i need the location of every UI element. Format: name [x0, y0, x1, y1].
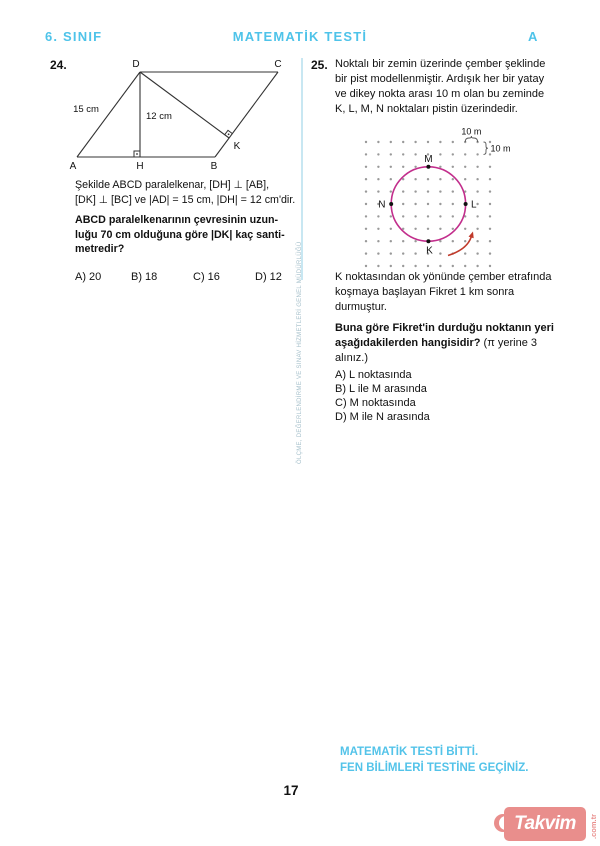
grid-dot: [489, 166, 491, 168]
prompt-line: ABCD paralelkenarının çevresinin uzun-: [75, 214, 279, 226]
grid-dot: [427, 215, 429, 217]
track-point: [426, 239, 430, 243]
grid-dot: [390, 141, 392, 143]
scale-label: 10 m: [490, 143, 511, 154]
grid-dot: [452, 166, 454, 168]
grid-dot: [365, 166, 367, 168]
grid-dot: [377, 215, 379, 217]
grid-dot: [377, 141, 379, 143]
track-point-label: K: [426, 245, 433, 257]
grid-dot: [476, 215, 478, 217]
grid-dot: [414, 153, 416, 155]
grid-dot: [476, 166, 478, 168]
vertex-label: D: [132, 59, 140, 70]
statement-line: Noktalı bir zemin üzerinde çember şeklinde: [335, 58, 546, 70]
prompt-line: aşağıdakilerden hangisidir? (π yerine 3: [335, 337, 537, 349]
option-c: C) 16: [193, 271, 220, 283]
option-d: D) 12: [255, 271, 282, 283]
grid-dot: [390, 228, 392, 230]
grid-dot: [439, 190, 441, 192]
measure-label: 12 cm: [146, 111, 172, 122]
grid-dot: [489, 215, 491, 217]
grid-dot: [489, 252, 491, 254]
question-24-prompt: [75, 213, 285, 257]
grid-dot: [476, 203, 478, 205]
grid-dot: [452, 178, 454, 180]
measure-label: 15 cm: [73, 104, 99, 115]
grid-dot: [439, 265, 441, 267]
grid-dot: [427, 203, 429, 205]
option-b: B) L ile M arasında: [335, 383, 427, 395]
track-point-label: L: [471, 199, 477, 211]
grid-dot: [390, 153, 392, 155]
grid-dot: [402, 153, 404, 155]
grid-dot: [414, 166, 416, 168]
grid-dot: [452, 190, 454, 192]
grid-dot: [427, 190, 429, 192]
grid-dot: [414, 240, 416, 242]
grid-dot: [402, 265, 404, 267]
grid-dot: [439, 215, 441, 217]
vertex-label: B: [210, 161, 218, 172]
grid-dot: [489, 265, 491, 267]
statement-line: ve dikey nokta arası 10 m olan bu zeminde: [335, 88, 545, 100]
grid-dot: [390, 265, 392, 267]
grid-dot: [439, 178, 441, 180]
track-point: [464, 202, 468, 206]
end-of-test-note: [340, 744, 528, 776]
grid-dot: [464, 166, 466, 168]
grid-dot: [402, 240, 404, 242]
question-25-paragraph: [335, 270, 551, 315]
grid-dot: [439, 153, 441, 155]
page-title: MATEMATİK TESTİ: [232, 29, 368, 44]
booklet-label: A: [528, 29, 539, 44]
grid-dot: [452, 215, 454, 217]
track-point-label: M: [424, 154, 433, 165]
grid-dot: [365, 203, 367, 205]
diagram-segment: [140, 72, 229, 138]
grid-dot: [402, 203, 404, 205]
grid-dot: [414, 265, 416, 267]
grid-dot: [414, 203, 416, 205]
question-25-number: 25.: [311, 58, 328, 72]
paragraph-line: koşmaya başlayan Fikret 1 km sonra: [335, 286, 515, 298]
scale-label: 10 m: [461, 126, 482, 137]
grid-dot: [365, 265, 367, 267]
grid-dot: [476, 178, 478, 180]
grid-dot: [365, 215, 367, 217]
grid-dot: [414, 141, 416, 143]
grid-dot: [414, 252, 416, 254]
option-a: A) L noktasında: [335, 369, 412, 381]
grid-dot: [476, 153, 478, 155]
end-note-line: FEN BİLİMLERİ TESTİNE GEÇİNİZ.: [340, 762, 529, 774]
grid-dot: [365, 178, 367, 180]
track-point: [389, 202, 393, 206]
grid-dot: [365, 252, 367, 254]
grid-dot: [402, 166, 404, 168]
grid-dot: [390, 178, 392, 180]
watermark-suffix: .com.tr: [588, 813, 598, 840]
grid-dot: [452, 141, 454, 143]
paragraph-line: K noktasından ok yönünde çember etrafında: [335, 271, 552, 283]
grid-dot: [414, 228, 416, 230]
grid-dot: [427, 265, 429, 267]
grid-dot: [464, 178, 466, 180]
prompt-line: metredir?: [75, 243, 125, 255]
grid-dot: [489, 203, 491, 205]
grid-dot: [390, 240, 392, 242]
side-note: ÖLÇME, DEĞERLENDİRME VE SINAV HİZMETLERİ GENEL MÜDÜRLÜĞÜ: [297, 241, 303, 464]
grid-dot: [390, 166, 392, 168]
vertex-label: A: [69, 161, 77, 172]
grid-dot: [377, 240, 379, 242]
prompt-line: luğu 70 cm olduğuna göre |DK| kaç santi-: [75, 228, 285, 241]
grid-dot: [452, 153, 454, 155]
grid-dot: [439, 203, 441, 205]
grid-dot: [476, 240, 478, 242]
question-24-number: 24.: [50, 58, 67, 72]
grid-dot: [402, 141, 404, 143]
grid-dot: [427, 228, 429, 230]
grid-dot: [365, 141, 367, 143]
vertex-label: C: [274, 59, 282, 70]
question-25-options: [335, 368, 430, 424]
option-c: C) M noktasında: [335, 397, 416, 409]
right-angle-dot: [228, 133, 230, 135]
grid-dot: [402, 190, 404, 192]
grade-label: 6. SINIF: [45, 29, 103, 44]
end-note-line: MATEMATİK TESTİ BİTTİ.: [340, 746, 479, 758]
grid-dot: [365, 240, 367, 242]
grid-dot: [489, 228, 491, 230]
statement-line: K, L, M, N noktaları pistin üzerindedir.: [335, 103, 518, 115]
grid-dot: [476, 228, 478, 230]
option-b: B) 18: [131, 271, 158, 283]
grid-dot: [365, 190, 367, 192]
grid-dot: [377, 166, 379, 168]
statement-line: [DK] ⊥ [BC] ve |AD| = 15 cm, |DH| = 12 cm'dir.: [75, 193, 296, 206]
statement-line: bir pist modellenmiştir. Ardışık her bir yatay: [335, 73, 545, 85]
vertex-label: K: [233, 141, 241, 152]
option-d: D) M ile N arasında: [335, 411, 430, 423]
grid-dot: [452, 265, 454, 267]
page-number: 17: [283, 783, 299, 798]
grid-dot: [377, 228, 379, 230]
track-point-label: N: [378, 199, 386, 211]
grid-dot: [365, 228, 367, 230]
grid-dot: [476, 190, 478, 192]
grid-dot: [414, 215, 416, 217]
grid-dot: [464, 252, 466, 254]
question-24-statement: [75, 178, 295, 207]
grid-dot: [464, 153, 466, 155]
grid-dot: [402, 252, 404, 254]
grid-dot: [390, 252, 392, 254]
grid-dot: [377, 190, 379, 192]
circle-track-diagram: [355, 118, 600, 276]
question-25-prompt: [335, 321, 554, 366]
grid-dot: [414, 178, 416, 180]
diagram-segment: [215, 72, 278, 157]
grid-dot: [402, 215, 404, 217]
grid-dot: [464, 240, 466, 242]
grid-dot: [489, 178, 491, 180]
direction-arrow-icon: [448, 237, 471, 256]
grid-dot: [464, 228, 466, 230]
grid-dot: [377, 252, 379, 254]
grid-dot: [427, 141, 429, 143]
watermark-box: [504, 807, 586, 841]
grid-dot: [377, 153, 379, 155]
grid-dot: [452, 240, 454, 242]
grid-dot: [427, 178, 429, 180]
direction-arrow-head: [469, 232, 474, 239]
grid-dot: [489, 240, 491, 242]
statement-line: Şekilde ABCD paralelkenar, [DH] ⊥ [AB],: [75, 179, 270, 191]
grid-dot: [390, 215, 392, 217]
grid-dot: [377, 178, 379, 180]
grid-dot: [377, 265, 379, 267]
right-angle-dot: [136, 153, 138, 155]
grid-dot: [464, 265, 466, 267]
scale-brace: [484, 142, 489, 154]
grid-dot: [452, 203, 454, 205]
track-point: [426, 165, 430, 169]
grid-dot: [365, 153, 367, 155]
option-a: A) 20: [75, 271, 102, 283]
takvim-watermark: [494, 804, 600, 846]
paragraph-line: durmuştur.: [335, 301, 387, 313]
vertex-label: H: [136, 161, 144, 172]
prompt-line: alınız.): [335, 352, 369, 364]
grid-dot: [390, 190, 392, 192]
parallelogram-diagram: [40, 55, 300, 180]
grid-dot: [439, 166, 441, 168]
grid-dot: [439, 228, 441, 230]
scale-brace: [465, 136, 477, 142]
grid-dot: [452, 228, 454, 230]
grid-dot: [414, 190, 416, 192]
grid-dot: [476, 265, 478, 267]
grid-dot: [439, 252, 441, 254]
grid-dot: [489, 153, 491, 155]
grid-dot: [489, 190, 491, 192]
question-25-statement: [335, 57, 545, 117]
grid-dot: [439, 240, 441, 242]
watermark-brand: Takvim: [514, 813, 576, 834]
grid-dot: [439, 141, 441, 143]
prompt-line: Buna göre Fikret'in durduğu noktanın yeri: [335, 322, 554, 334]
grid-dot: [476, 252, 478, 254]
